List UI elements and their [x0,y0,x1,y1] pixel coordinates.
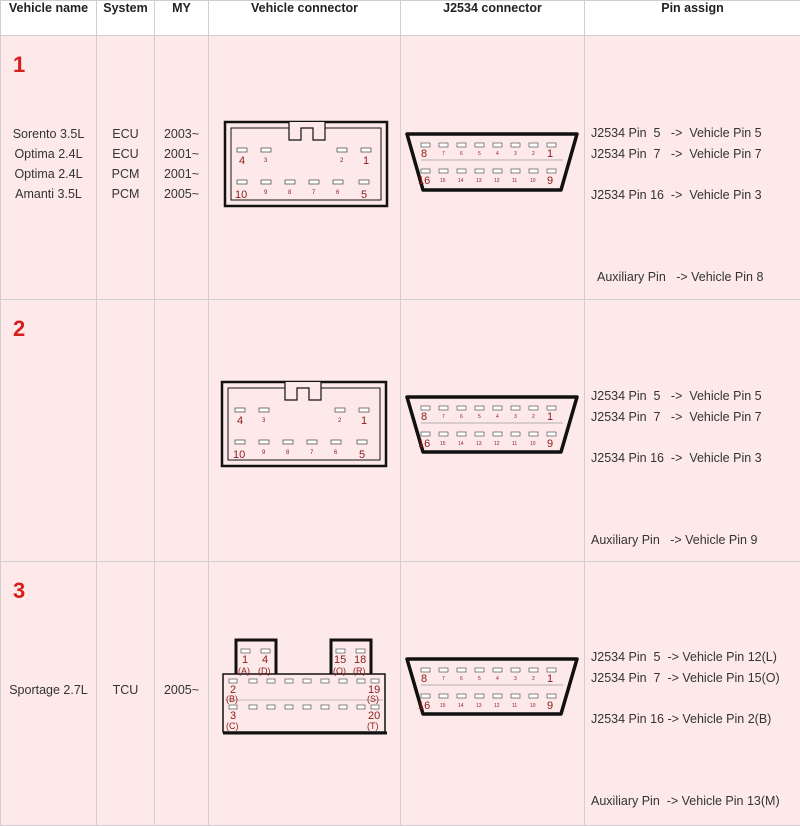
pin-label: 1 [361,415,367,427]
my-cell [155,36,209,300]
system: ECU [97,144,154,164]
pin-label: 2 [340,158,344,164]
pin-label: 15 [440,178,446,184]
vehicle-name: Optima 2.4L [1,164,96,184]
vehicle-name: Sportage 2.7L [1,680,96,700]
pin-label: 2 [532,151,535,157]
pin-label: 8 [421,148,427,160]
header-row [1,1,800,36]
pin-label: 14 [458,703,464,709]
model-year: 2003~ [155,124,208,144]
j2534-connector-diagram [401,562,585,820]
pin-label: 12 [494,178,500,184]
pin-label: 16 [418,700,430,712]
vehicle-name-cell [1,36,97,300]
pin-label: 3 [230,710,236,722]
system: TCU [97,680,154,700]
system-cell [97,300,155,562]
pin-assign-line: J2534 Pin 16 -> Vehicle Pin 2(B) [591,712,771,726]
pin-label: 18 [354,654,366,666]
pin-label: 6 [460,414,463,420]
header-vehicle-connector: Vehicle connector [209,1,401,36]
pin-label: 5 [478,151,481,157]
j2534-connector-cell [401,300,585,562]
pin-label: (C) [226,721,239,731]
vehicle-name-cell [1,562,97,826]
pin-label: 7 [442,151,445,157]
pin-label: 13 [476,178,482,184]
pin-label: 5 [478,414,481,420]
pin-label: 10 [530,441,536,447]
table-row [1,562,800,826]
pin-label: 2 [532,676,535,682]
row-number: 2 [13,316,25,342]
pin-label: 10 [530,178,536,184]
pin-label: 11 [512,441,517,447]
j2534-connector-cell [401,562,585,826]
pin-assign-cell [585,300,800,562]
pin-label: 1 [547,411,553,423]
pin-label: 3 [264,158,268,164]
pin-label: 12 [494,703,500,709]
row-number: 3 [13,578,25,604]
pin-label: 9 [264,190,268,196]
vehicle-connector-20pin-diagram [209,562,401,820]
pin-assign-line: J2534 Pin 16 -> Vehicle Pin 3 [591,188,762,202]
model-year: 2001~ [155,164,208,184]
header-my: MY [155,1,209,36]
pin-label: 2 [338,418,342,424]
header-system: System [97,1,155,36]
pin-label: 1 [363,155,369,167]
vehicle-connector-cell [209,300,401,562]
pin-label: 5 [361,189,367,201]
pin-assign-line: Auxiliary Pin -> Vehicle Pin 13(M) [591,794,780,808]
pin-assign-cell [585,36,800,300]
pin-label: (S) [367,694,379,704]
pin-assign-cell [585,562,800,826]
pin-label: 3 [514,676,517,682]
pin-label: 6 [460,676,463,682]
pin-label: 7 [312,190,316,196]
row-number: 1 [13,52,25,78]
j2534-connector-diagram [401,36,585,294]
header-pin-assign: Pin assign [585,1,800,36]
pin-label: (T) [367,721,379,731]
pin-label: 15 [440,703,446,709]
pin-label: 14 [458,178,464,184]
pin-label: 8 [421,673,427,685]
pin-label: 4 [262,654,268,666]
system: PCM [97,164,154,184]
my-cell [155,562,209,826]
vehicle-connector-cell [209,36,401,300]
model-year: 2005~ [155,680,208,700]
pin-label: 4 [496,151,499,157]
pin-label: 9 [262,450,266,456]
j2534-connector-cell [401,36,585,300]
pin-label: 10 [530,703,536,709]
header-j2534-connector: J2534 connector [401,1,585,36]
pin-label: 1 [547,148,553,160]
pin-label: 14 [458,441,464,447]
pin-label: (B) [226,694,238,704]
pin-label: 2 [230,684,236,696]
pin-label: 8 [286,450,290,456]
vehicle-connector-10pin-diagram [209,300,401,556]
pin-label: 7 [442,414,445,420]
vehicle-connector-10pin-diagram [209,36,401,294]
j2534-connector-diagram [401,300,585,556]
table-row [1,36,800,300]
pin-label: (A) [238,666,250,676]
pin-label: 5 [478,676,481,682]
vehicle-name-cell [1,300,97,562]
pin-label: 3 [514,414,517,420]
pin-label: 19 [368,684,380,696]
pin-label: 10 [233,449,245,461]
pin-label: 12 [494,441,500,447]
pin-label: (R) [353,666,366,676]
header-vehicle-name: Vehicle name [1,1,97,36]
pin-label: (D) [258,666,271,676]
pin-label: 13 [476,703,482,709]
pin-label: 3 [514,151,517,157]
pin-assign-line: Auxiliary Pin -> Vehicle Pin 9 [591,533,757,547]
pin-label: 9 [547,175,553,187]
pin-label: 8 [421,411,427,423]
system: ECU [97,124,154,144]
pin-assign-line: J2534 Pin 16 -> Vehicle Pin 3 [591,451,762,465]
pin-label: 6 [336,190,340,196]
pin-label: 20 [368,710,380,722]
pin-label: 6 [460,151,463,157]
pin-label: 11 [512,178,517,184]
my-cell [155,300,209,562]
pin-label: 9 [547,438,553,450]
pin-label: 10 [235,189,247,201]
pin-label: 16 [418,438,430,450]
pin-label: 4 [237,415,243,427]
pin-label: 3 [262,418,266,424]
vehicle-name: Sorento 3.5L [1,124,96,144]
pin-label: 1 [242,654,248,666]
pin-label: (O) [333,666,346,676]
pin-label: 13 [476,441,482,447]
pin-label: 4 [239,155,245,167]
pin-label: 9 [547,700,553,712]
pin-assign-line: J2534 Pin 5 -> Vehicle Pin 12(L) [591,650,777,664]
pin-assign-line: Auxiliary Pin -> Vehicle Pin 8 [597,270,763,284]
pin-label: 15 [334,654,346,666]
pin-assign-line: J2534 Pin 5 -> Vehicle Pin 5 [591,126,762,140]
system-cell [97,36,155,300]
pin-assign-line: J2534 Pin 5 -> Vehicle Pin 5 [591,389,762,403]
pin-label: 15 [440,441,446,447]
vehicle-connector-cell [209,562,401,826]
system-cell [97,562,155,826]
pin-assign-line: J2534 Pin 7 -> Vehicle Pin 15(O) [591,671,780,685]
model-year: 2005~ [155,184,208,204]
pin-label: 8 [288,190,292,196]
pin-label: 16 [418,175,430,187]
vehicle-name: Optima 2.4L [1,144,96,164]
pin-label: 6 [334,450,338,456]
pin-assign-line: J2534 Pin 7 -> Vehicle Pin 7 [591,410,762,424]
pin-label: 7 [442,676,445,682]
pin-label: 2 [532,414,535,420]
pin-assign-line: J2534 Pin 7 -> Vehicle Pin 7 [591,147,762,161]
model-year: 2001~ [155,144,208,164]
vehicle-name: Amanti 3.5L [1,184,96,204]
system: PCM [97,184,154,204]
table-row [1,300,800,562]
pin-label: 4 [496,414,499,420]
pin-label: 7 [310,450,314,456]
pin-label: 4 [496,676,499,682]
pin-label: 11 [512,703,517,709]
pin-label: 1 [547,673,553,685]
pin-label: 5 [359,449,365,461]
